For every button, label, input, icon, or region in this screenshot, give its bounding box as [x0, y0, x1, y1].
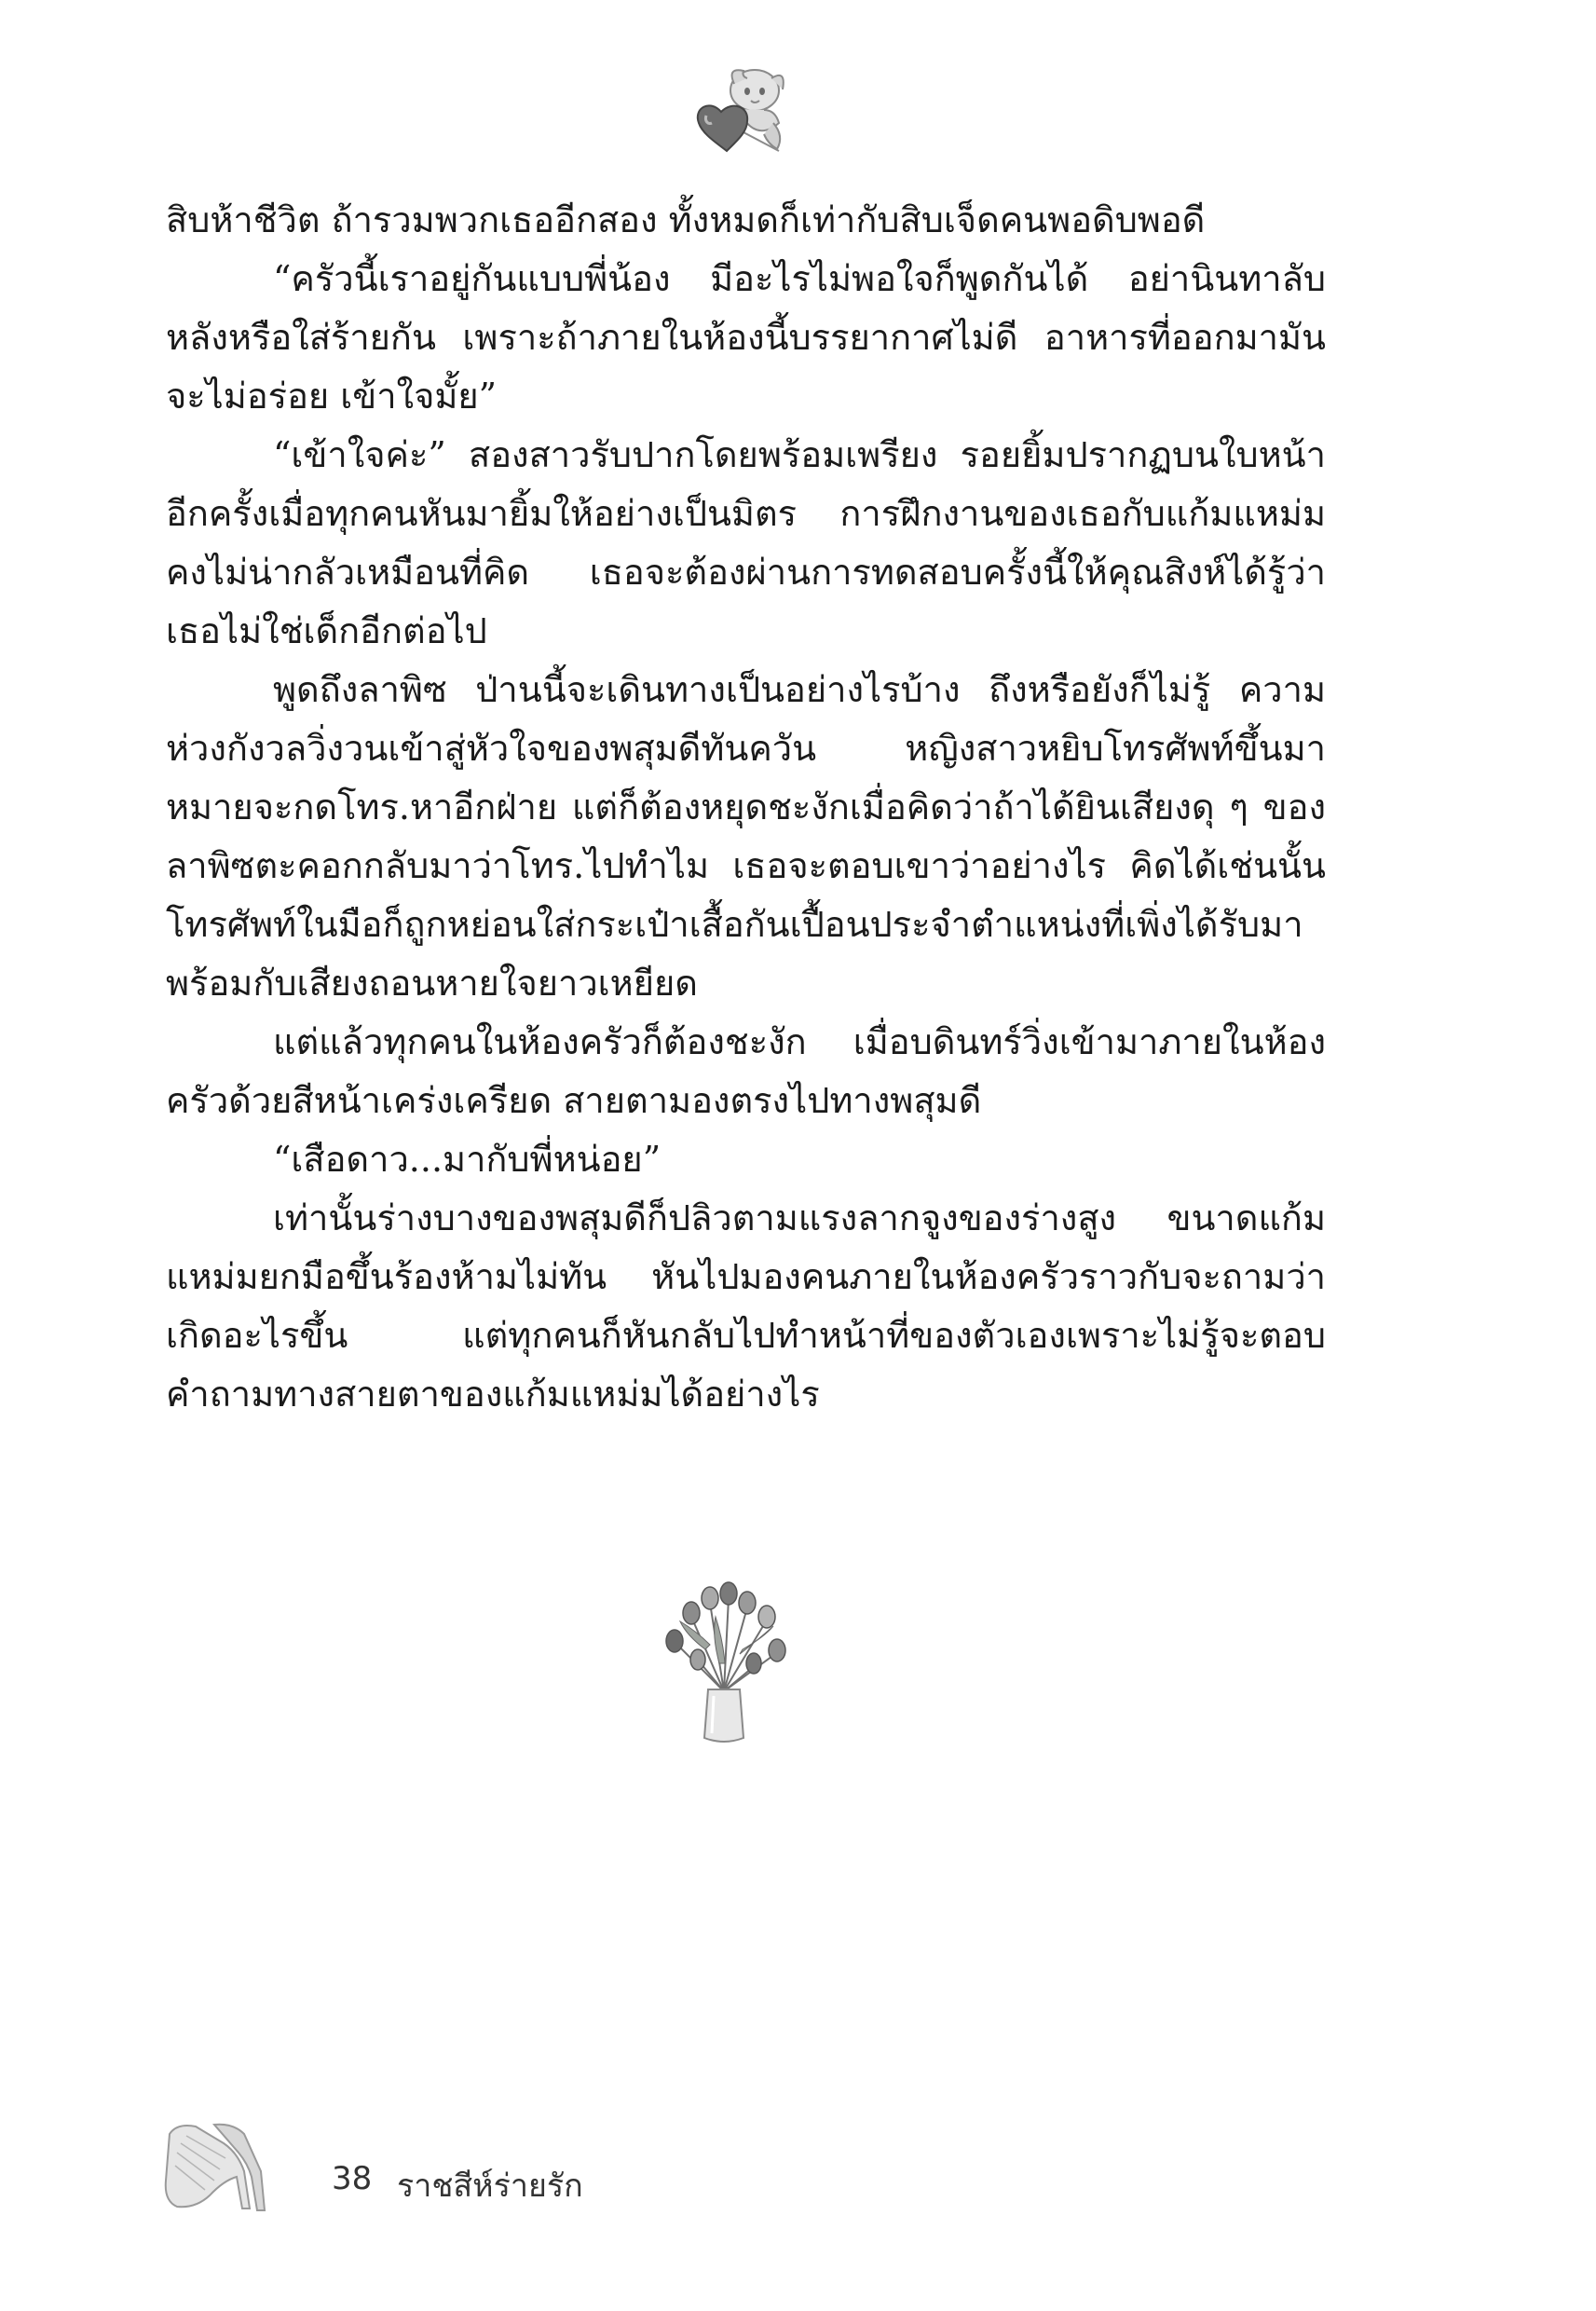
paragraph: “เข้าใจค่ะ” สองสาวรับปากโดยพร้อมเพรียง รอยยิ้มปรากฏบนใบหน้าอีกครั้งเมื่อทุกคนหันมายิ้มให้อย่างเป็นมิตร การฝึกงานของเธอกับแก้มแหม่มคงไม่น่ากลัวเหมือนที่คิด เธอจะต้องผ่านการทดสอบครั้งนี้ให้คุณสิงห์ได้รู้ว่าเธอไม่ใช่เด็กอีกต่อไป: [166, 434, 1326, 651]
paragraph: “ครัวนี้เราอยู่กันแบบพี่น้อง มีอะไรไม่พอใจก็พูดกันได้ อย่านินทาลับหลังหรือใส่ร้ายกัน เพราะถ้าภายในห้องนี้บรรยากาศไม่ดี อาหารที่ออกมามันจะไม่อร่อย เข้าใจมั้ย”: [166, 258, 1326, 417]
paragraph: พูดถึงลาพิซ ป่านนี้จะเดินทางเป็นอย่างไรบ้าง ถึงหรือยังก็ไม่รู้ ความห่วงกังวลวิ่งวนเข้าสู่หัวใจของพสุมดีทันควัน หญิงสาวหยิบโทรศัพท์ขึ้นมา หมายจะกดโทร.หาอีกฝ่าย แต่ก็ต้องหยุดชะงักเมื่อคิดว่าถ้าได้ยินเสียงดุ ๆ ของลาพิซตะคอกกลับมาว่าโทร.ไปทำไม เธอจะตอบเขาว่าอย่างไร คิดได้เช่นนั้น โทรศัพท์ในมือก็ถูกหย่อนใส่กระเป๋าเสื้อกันเปื้อนประจำตำแหน่งที่เพิ่งได้รับมา พร้อมกับเสียงถอนหายใจยาวเหยียด: [166, 669, 1326, 1004]
paragraph: สิบห้าชีวิต ถ้ารวมพวกเธออีกสอง ทั้งหมดก็เท่ากับสิบเจ็ดคนพอดิบพอดี: [166, 199, 1206, 240]
high-heel-shoe-icon: [158, 2115, 270, 2218]
paragraph: เท่านั้นร่างบางของพสุมดีก็ปลิวตามแรงลากจูงของร่างสูง ขนาดแก้มแหม่มยกมือขึ้นร้องห้ามไม่ทัน หันไปมองคนภายในห้องครัวราวกับจะถามว่าเกิดอะไรขึ้น แต่ทุกคนก็หันกลับไปทำหน้าที่ของตัวเองเพราะไม่รู้จะตอบคำถามทางสายตาของแก้มแหม่มได้อย่างไร: [166, 1197, 1326, 1415]
body-text: [166, 191, 1326, 1424]
page-footer: [158, 2115, 811, 2218]
paragraph: แต่แล้วทุกคนในห้องครัวก็ต้องชะงัก เมื่อบดินทร์วิ่งเข้ามาภายในห้องครัวด้วยสีหน้าเคร่งเครียด สายตามองตรงไปทางพสุมดี: [166, 1021, 1326, 1121]
paragraph: “เสือดาว...มากับพี่หน่อย”: [273, 1139, 662, 1180]
cupid-heart-ornament: [689, 58, 792, 160]
book-title: ราชสีห์ร่ายรัก: [397, 2167, 583, 2205]
page-number: 38: [332, 2160, 373, 2197]
tulip-vase-ornament: [654, 1579, 794, 1747]
